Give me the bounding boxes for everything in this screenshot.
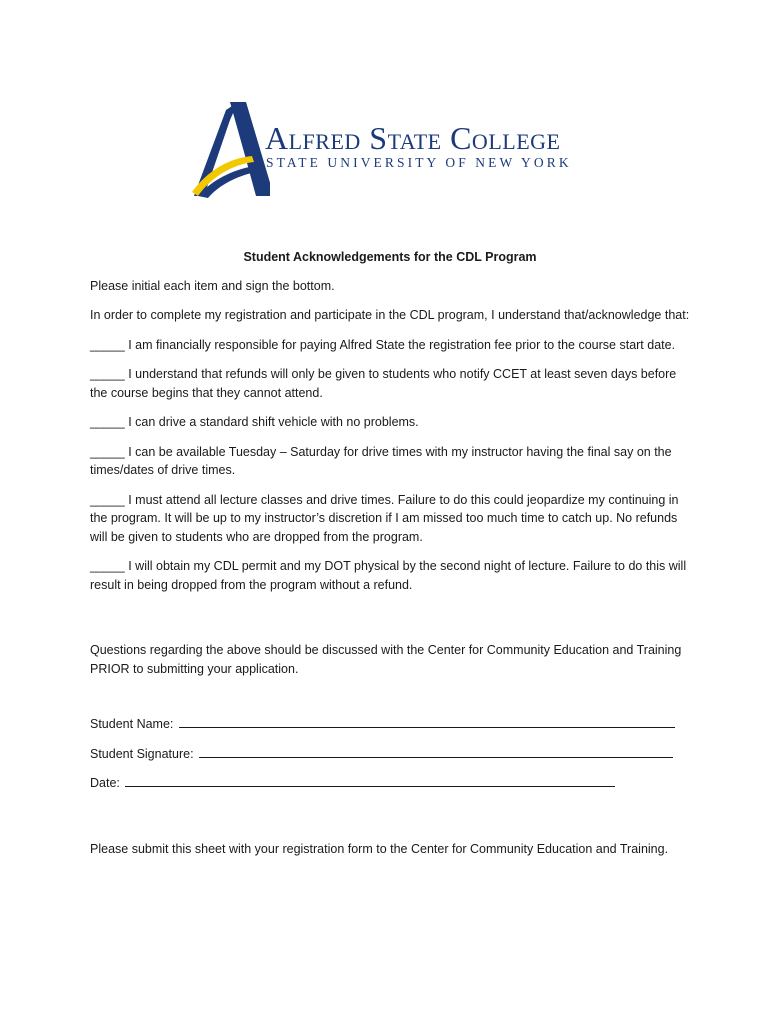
student-signature-field[interactable] <box>90 745 690 764</box>
date-line[interactable] <box>125 774 615 787</box>
student-name-label: Student Name: <box>90 717 174 731</box>
student-signature-label: Student Signature: <box>90 746 194 761</box>
student-name-field[interactable] <box>90 715 690 734</box>
acknowledgement-item: _____ I can drive a standard shift vehicle with no problems. <box>90 415 419 429</box>
student-name-line[interactable] <box>179 715 675 728</box>
date-label: Date: <box>90 776 120 790</box>
questions-text: Questions regarding the above should be discussed with the Center for Community Education and Training PRIOR to submitting your application. <box>90 643 682 676</box>
student-signature-line[interactable] <box>199 745 673 758</box>
spacer <box>90 804 690 840</box>
acknowledgement-item: _____ I am financially responsible for paying Alfred State the registration fee prior to the course start date. <box>90 337 676 352</box>
intro-text: In order to complete my registration and participate in the CDL program, I understand that/acknowledge that: <box>90 308 690 322</box>
document-title: Student Acknowledgements for the CDL Program <box>243 250 537 264</box>
footer-text: Please submit this sheet with your registration form to the Center for Community Education and Training. <box>90 841 669 856</box>
spacer <box>90 605 690 641</box>
logo-title: Alfred State College <box>265 120 561 156</box>
alfred-a-emblem-icon <box>190 100 270 200</box>
college-logo <box>190 100 590 200</box>
instruction-text: Please initial each item and sign the bottom. <box>90 278 335 293</box>
acknowledgement-item: _____ I will obtain my CDL permit and my DOT physical by the second night of lecture. Failure to do this will result in being dropped from the program without a refund. <box>90 559 687 592</box>
logo-subtitle: STATE UNIVERSITY OF NEW YORK <box>266 155 572 170</box>
date-field[interactable] <box>90 774 690 793</box>
acknowledgement-item: _____ I can be available Tuesday – Saturday for drive times with my instructor having the final say on the times/dates of drive times. <box>90 444 672 477</box>
acknowledgement-item: _____ I understand that refunds will only be given to students who notify CCET at least seven days before the course begins that they cannot attend. <box>90 367 677 400</box>
document-body <box>90 248 690 869</box>
acknowledgement-item: _____ I must attend all lecture classes and drive times. Failure to do this could jeopardize my continuing in the program. It will be up to my instructor’s discretion if I am missed too much time to catch up. No refunds will be given to students who are dropped from the program. <box>90 492 679 544</box>
spacer <box>90 689 690 715</box>
